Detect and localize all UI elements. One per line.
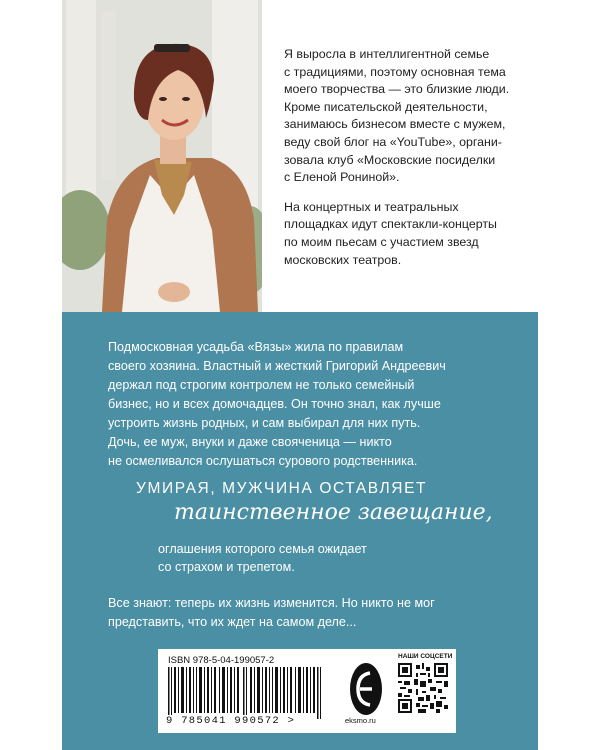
publisher-website: eksmo.ru: [345, 716, 376, 725]
blurb-line: не осмеливался ослушаться сурового родственника.: [108, 454, 418, 468]
tagline-subtext: [158, 540, 478, 576]
isbn-label: ISBN 978-5-04-199057-2: [168, 655, 275, 666]
book-blurb: [108, 338, 518, 471]
author-photo: [62, 0, 262, 312]
social-label: НАШИ СОЦСЕТИ: [398, 653, 453, 660]
blurb-line: своего хозяина. Властный и жесткий Григорий Андреевич: [108, 359, 446, 373]
blurb-line: бизнес, но и всех домочадцев. Он точно знал, как лучше: [108, 397, 441, 411]
closing-line: Все знают: теперь их жизнь изменится. Но никто не мог: [108, 596, 435, 610]
bio-paragraph-2: [284, 199, 534, 269]
barcode-number: 9 785041 990572 >: [166, 715, 296, 727]
subtext-line: оглашения которого семья ожидает: [158, 542, 367, 556]
bio-line: веду свой блог на «YouTube», органи-: [284, 134, 502, 149]
bio-paragraph-1: [284, 46, 534, 187]
tagline-heading: УМИРАЯ, МУЖЧИНА ОСТАВЛЯЕТ: [136, 480, 428, 497]
bio-line: с традициями, поэтому основная тема: [284, 64, 506, 79]
closing-line: представить, что их ждет на самом деле...: [108, 615, 357, 629]
blurb-line: Дочь, ее муж, внуки и даже свояченица — никто: [108, 435, 392, 449]
eksmo-logo-icon: [346, 659, 386, 719]
barcode-panel: [158, 649, 456, 733]
book-back-cover: [62, 0, 538, 750]
qr-code-icon: [398, 663, 448, 713]
bio-line: Я выросла в интеллигентной семье: [284, 47, 490, 61]
subtext-line: со страхом и трепетом.: [158, 560, 295, 574]
bio-line: с Еленой Рониной».: [284, 170, 400, 185]
author-bio: [284, 46, 534, 281]
bio-line: моего творчества — это близкие люди.: [284, 82, 510, 97]
bio-line: зовала клуб «Московские посиделки: [284, 152, 496, 167]
blurb-line: держал под строгим контролем не только семейный: [108, 378, 415, 392]
annotation-section: [62, 312, 538, 750]
bio-line: Кроме писательской деятельности,: [284, 99, 488, 114]
blurb-line: устроить жизнь родных, и сам выбирал для них путь.: [108, 416, 421, 430]
bio-line: занимаюсь бизнесом вместе с мужем,: [284, 117, 506, 132]
author-portrait-illustration: [62, 0, 262, 312]
blurb-line: Подмосковная усадьба «Вязы» жила по правилам: [108, 340, 404, 354]
bio-line: площадках идут спектакли-концерты: [284, 217, 497, 232]
barcode: [164, 667, 334, 719]
tagline-script: таинственное завещание,: [174, 500, 493, 525]
bio-line: На концертных и театральных: [284, 199, 459, 214]
bio-line: московских театров.: [284, 252, 402, 267]
closing-text: [108, 594, 528, 632]
bio-line: по моим пьесам с участием звезд: [284, 234, 479, 249]
